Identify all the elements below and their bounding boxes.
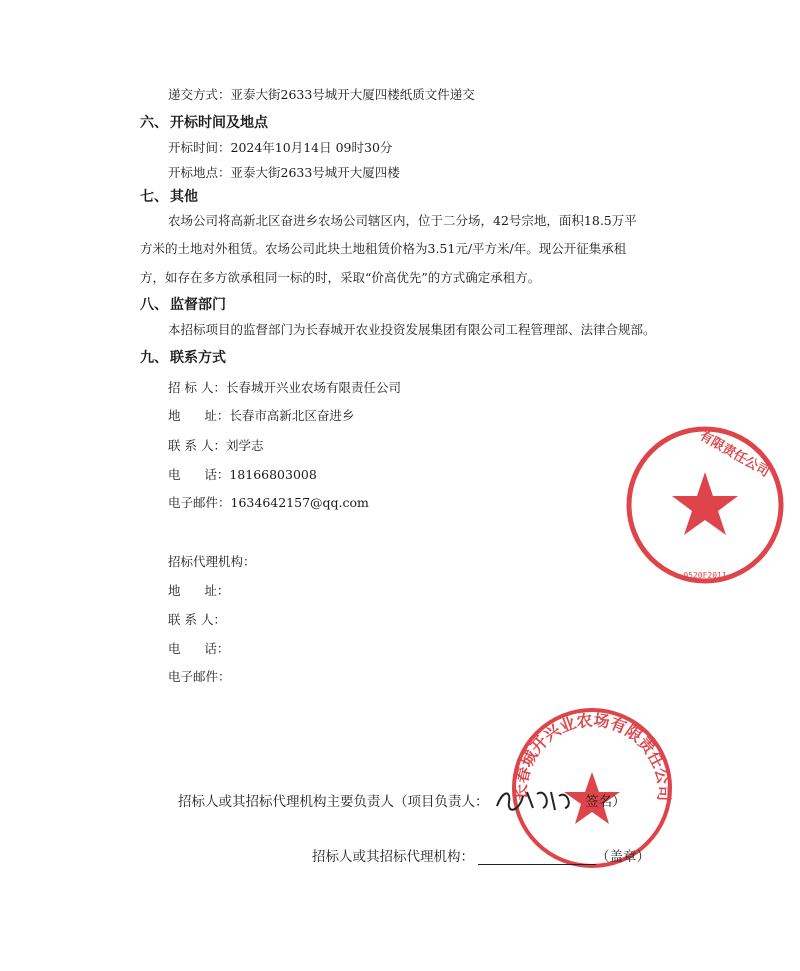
contact-person-row — [168, 438, 263, 454]
contact-bidder-row — [168, 380, 401, 396]
section-6-title: 开标时间及地点 — [170, 115, 268, 131]
section-7-title: 其他 — [170, 189, 198, 205]
agency-phone-label: 电 话： — [168, 641, 230, 656]
supervision-text: 本招标项目的监督部门为长春城开农业投资发展集团有限公司工程管理部、法律合规部。 — [168, 322, 656, 337]
other-paragraph-line-3: 方，如存在多方欲承租同一标的时，采取“价高优先”的方式确定承租方。 — [140, 270, 541, 285]
signature-line — [178, 786, 626, 814]
seal-prompt: 招标人或其招标代理机构： — [312, 849, 474, 865]
seal-line — [312, 845, 650, 865]
section-8-title: 监督部门 — [170, 297, 226, 313]
seal-note: （盖章） — [596, 849, 650, 865]
seal-underline — [478, 852, 596, 865]
contact-phone-row — [168, 467, 317, 483]
agency-contact-label: 联 系 人： — [168, 612, 226, 627]
section-6-number: 六、 — [140, 115, 168, 131]
agency-email-label: 电子邮件： — [168, 669, 231, 684]
svg-text:0520F2011: 0520F2011 — [683, 571, 727, 580]
contact-email-row — [168, 495, 369, 511]
opening-place: 开标地点：亚泰大街2633号城开大厦四楼 — [168, 165, 400, 180]
section-9-heading — [140, 349, 226, 367]
section-9-title: 联系方式 — [170, 350, 226, 366]
contact-value: 刘学志 — [225, 438, 264, 453]
email-value: 1634642157@qq.com — [230, 495, 369, 510]
other-paragraph-line-1: 农场公司将高新北区奋进乡农场公司辖区内，位于二分场，42号宗地，面积18.5万平 — [168, 213, 637, 228]
address-label: 地 址： — [168, 408, 230, 423]
address-value: 长春市高新北区奋进乡 — [229, 408, 355, 423]
section-8-number: 八、 — [140, 297, 168, 313]
svg-text:有限责任公司: 有限责任公司 — [696, 428, 772, 481]
email-label: 电子邮件： — [168, 495, 231, 510]
contact-label: 联 系 人： — [168, 438, 226, 453]
signature-suffix: 签名） — [585, 794, 626, 810]
bidder-value: 长春城开兴业农场有限责任公司 — [225, 380, 401, 395]
other-paragraph-line-2: 方米的土地对外租赁。农场公司此块土地租赁价格为3.51元/平方米/年。现公开征集承租 — [140, 241, 627, 256]
section-7-number: 七、 — [140, 189, 168, 205]
section-8-heading — [140, 296, 226, 314]
phone-label: 电 话： — [168, 467, 230, 482]
svg-text:长春城开兴业农场有限责任公司: 长春城开兴业农场有限责任公司 — [511, 710, 674, 802]
opening-time: 开标时间：2024年10月14日 09时30分 — [168, 140, 393, 155]
section-7-heading — [140, 188, 198, 206]
agency-address-label: 地 址： — [168, 583, 230, 598]
handwritten-signature — [493, 786, 581, 814]
phone-value: 18166803008 — [229, 467, 317, 482]
section-6-heading — [140, 114, 268, 132]
company-seal-stamp-top — [610, 410, 800, 600]
agency-title: 招标代理机构： — [168, 554, 256, 569]
contact-address-row — [168, 408, 354, 424]
signature-prompt: 招标人或其招标代理机构主要负责人（项目负责人： — [178, 794, 489, 810]
section-9-number: 九、 — [140, 350, 168, 366]
delivery-method: 递交方式：亚泰大街2633号城开大厦四楼纸质文件递交 — [168, 87, 475, 102]
bidder-label: 招 标 人： — [168, 380, 226, 395]
